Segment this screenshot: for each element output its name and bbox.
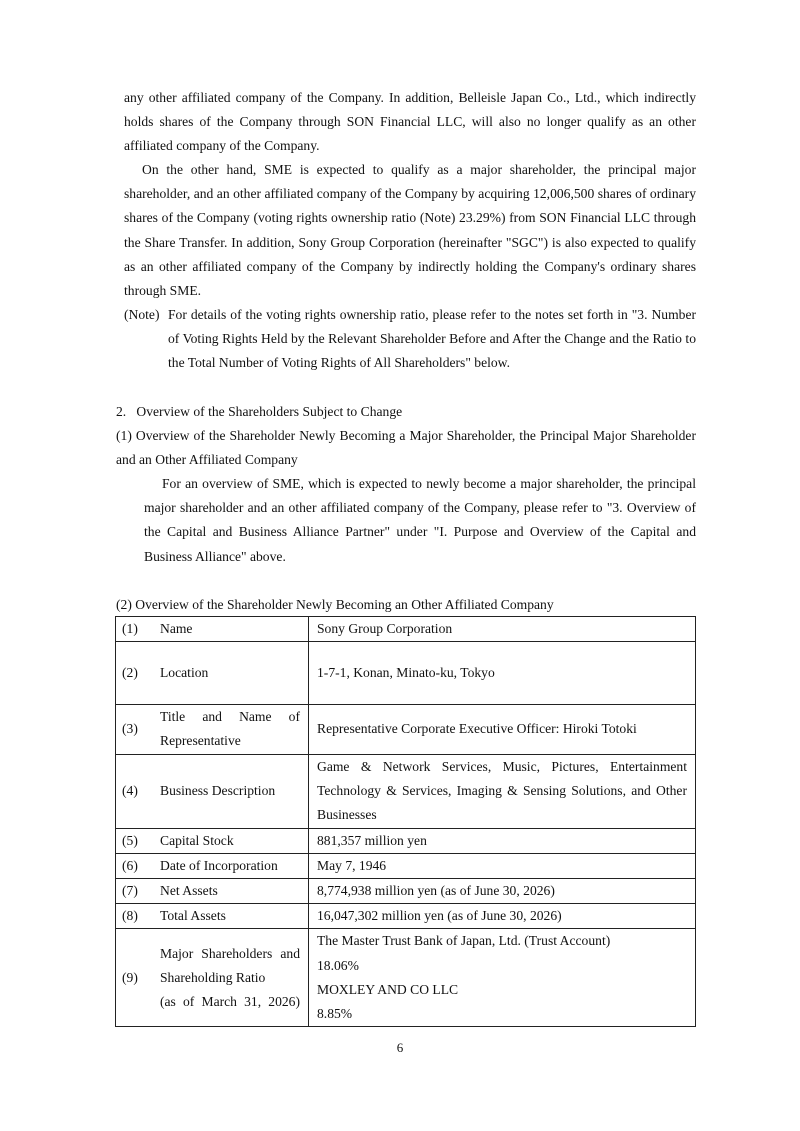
row-value: 881,357 million yen	[309, 828, 696, 853]
table-row	[116, 879, 696, 904]
shareholding-ratio: 8.85%	[317, 1006, 353, 1022]
row-label: Net Assets	[150, 879, 309, 904]
page-number: 6	[396, 1040, 404, 1055]
note-block	[124, 303, 696, 376]
row-label: Capital Stock	[150, 828, 309, 853]
subsection-1-title: (1) Overview of the Shareholder Newly Becoming a Major Shareholder, the Principal Major Shareholder and an Other Affiliated Company	[116, 428, 696, 468]
table-row	[116, 705, 696, 754]
row-value	[309, 929, 696, 1027]
row-value: 16,047,302 million yen (as of June 30, 2026)	[309, 904, 696, 929]
row-label: Total Assets	[150, 904, 309, 929]
table-row	[116, 642, 696, 705]
note-tag: (Note)	[124, 307, 160, 322]
row-label: Business Description	[150, 754, 309, 828]
row-number: (5)	[116, 828, 151, 853]
shareholder-overview-table	[115, 616, 696, 1027]
label-line: Major Shareholders and	[160, 945, 300, 961]
paragraph-affiliate-status: any other affiliated company of the Company. In addition, Belleisle Japan Co., Ltd., which indirectly holds shares of the Company through SON Financial LLC, will also no longer qualify as an other affiliated company of the Company.	[124, 90, 696, 154]
row-value: Representative Corporate Executive Officer: Hiroki Totoki	[309, 705, 696, 754]
label-line: (as of March 31, 2026)	[160, 993, 300, 1009]
note-text: For details of the voting rights ownership ratio, please refer to the notes set forth in "3. Number of Voting Rights Held by the Relevant Shareholder Before and After the Change and the Ratio to the Total Number of Voting Rights of All Shareholders" below.	[168, 307, 696, 371]
row-value: May 7, 1946	[309, 853, 696, 878]
section-heading: 2. Overview of the Shareholders Subject to Change	[116, 404, 403, 419]
row-number: (7)	[116, 879, 151, 904]
subsection-2-title: (2) Overview of the Shareholder Newly Becoming an Other Affiliated Company	[116, 597, 554, 612]
shareholder-name: MOXLEY AND CO LLC	[317, 981, 459, 997]
row-value: 1-7-1, Konan, Minato-ku, Tokyo	[309, 642, 696, 705]
row-label	[150, 929, 309, 1027]
row-label: Name	[150, 617, 309, 642]
table-row	[116, 828, 696, 853]
row-number: (3)	[116, 705, 151, 754]
shareholder-name: The Master Trust Bank of Japan, Ltd. (Trust Account)	[317, 933, 611, 949]
row-number: (8)	[116, 904, 151, 929]
row-value: Sony Group Corporation	[309, 617, 696, 642]
table-row	[116, 929, 696, 1027]
row-value: 8,774,938 million yen (as of June 30, 2026)	[309, 879, 696, 904]
row-label: Location	[150, 642, 309, 705]
table-row	[116, 754, 696, 828]
shareholding-ratio: 18.06%	[317, 957, 359, 973]
row-number: (6)	[116, 853, 151, 878]
table-row	[116, 904, 696, 929]
label-line: Shareholding Ratio	[160, 969, 266, 985]
row-number: (4)	[116, 754, 151, 828]
subsection-1-body: For an overview of SME, which is expected to newly become a major shareholder, the principal major shareholder and an other affiliated company of the Company, please refer to "3. Overview of the Capital and Business Alliance Partner" under "I. Purpose and Overview of the Capital and Business Alliance" above.	[144, 476, 696, 564]
row-number: (1)	[116, 617, 151, 642]
row-value: Game & Network Services, Music, Pictures, Entertainment Technology & Services, Imaging & Sensing Solutions, and Other Businesses	[309, 754, 696, 828]
table-row	[116, 853, 696, 878]
table-row	[116, 617, 696, 642]
row-number: (9)	[116, 929, 151, 1027]
row-label: Title and Name of Representative	[150, 705, 309, 754]
paragraph-sme-qualification: On the other hand, SME is expected to qualify as a major shareholder, the principal major shareholder, and an other affiliated company of the Company by acquiring 12,006,500 shares of ordinary shares of the Company (voting rights ownership ratio (Note) 23.29%) from SON Financial LLC through the Share Transfer. In addition, Sony Group Corporation (hereinafter "SGC") is also expected to qualify as an other affiliated company of the Company by indirectly holding the Company's ordinary shares through SME.	[124, 162, 696, 299]
row-number: (2)	[116, 642, 151, 705]
row-label: Date of Incorporation	[150, 853, 309, 878]
